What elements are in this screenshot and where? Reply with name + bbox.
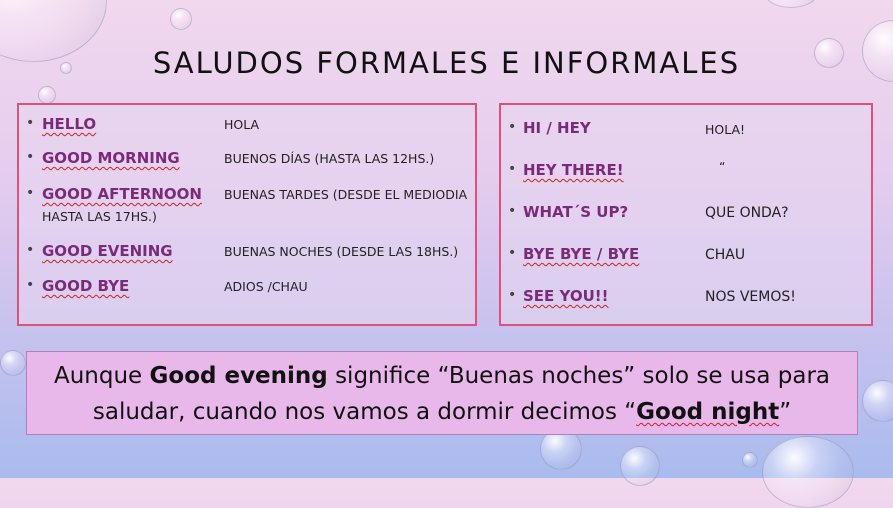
bubble-decoration	[862, 380, 893, 422]
greeting-term: WHAT´S UP?	[523, 203, 629, 221]
greeting-term: HEY THERE!	[523, 161, 624, 179]
greeting-term-text: GOOD MORNING	[42, 149, 180, 167]
bullet: •	[508, 119, 517, 135]
note-text: ”	[779, 399, 792, 425]
bubble-decoration	[765, 0, 817, 8]
bubble-decoration	[0, 350, 26, 376]
greeting-translation: BUENAS NOCHES (DESDE LAS 18HS.)	[224, 244, 459, 259]
greeting-term: SEE YOU!!	[523, 287, 609, 305]
greeting-translation: NOS VEMOS!	[705, 289, 796, 305]
greeting-term: GOOD AFTERNOON	[42, 185, 202, 203]
bubble-decoration	[742, 452, 758, 468]
bullet: •	[508, 161, 517, 177]
page-title: SALUDOS FORMALES E INFORMALES	[152, 46, 741, 80]
bullet: •	[26, 277, 35, 293]
bullet: •	[508, 245, 517, 261]
greeting-term: GOOD EVENING	[42, 242, 173, 260]
greeting-translation: HOLA	[224, 117, 260, 132]
bullet: •	[26, 149, 35, 165]
greeting-term: HELLO	[42, 115, 97, 133]
bubble-decoration	[170, 8, 192, 30]
bullet: •	[26, 185, 35, 201]
bubble-decoration	[762, 436, 854, 508]
greeting-translation: HOLA!	[705, 122, 746, 137]
greeting-translation: QUE ONDA?	[705, 205, 789, 221]
greeting-term: BYE BYE / BYE	[523, 245, 640, 263]
bullet: •	[508, 287, 517, 303]
informal-greetings-box	[499, 103, 873, 326]
greeting-term: HI / HEY	[523, 119, 591, 137]
greeting-term: GOOD BYE	[42, 277, 130, 295]
bullet: •	[26, 242, 35, 258]
greeting-translation: ADIOS /CHAU	[224, 279, 308, 294]
bubble-decoration	[38, 86, 56, 104]
bullet: •	[26, 115, 35, 131]
greeting-translation-continued: HASTA LAS 17HS.)	[42, 209, 157, 224]
greeting-translation: “	[719, 159, 726, 174]
greeting-translation: BUENOS DÍAS (HASTA LAS 12HS.)	[224, 151, 435, 166]
note-box	[26, 351, 858, 435]
note-text: Aunque	[53, 363, 150, 389]
bullet: •	[508, 203, 517, 219]
formal-greetings-box	[17, 103, 477, 326]
bubble-decoration	[620, 446, 660, 486]
greeting-term	[42, 149, 180, 167]
greeting-translation: CHAU	[705, 247, 746, 263]
note-text: significe “Buenas noches” solo se usa para saludar, cuando nos vamos a dormir decimos “	[92, 363, 831, 425]
note-bold-good-night: Good night	[636, 399, 780, 425]
greeting-translation: BUENAS TARDES (DESDE EL MEDIODIA	[224, 187, 468, 202]
note-bold-good-evening: Good evening	[149, 363, 328, 389]
